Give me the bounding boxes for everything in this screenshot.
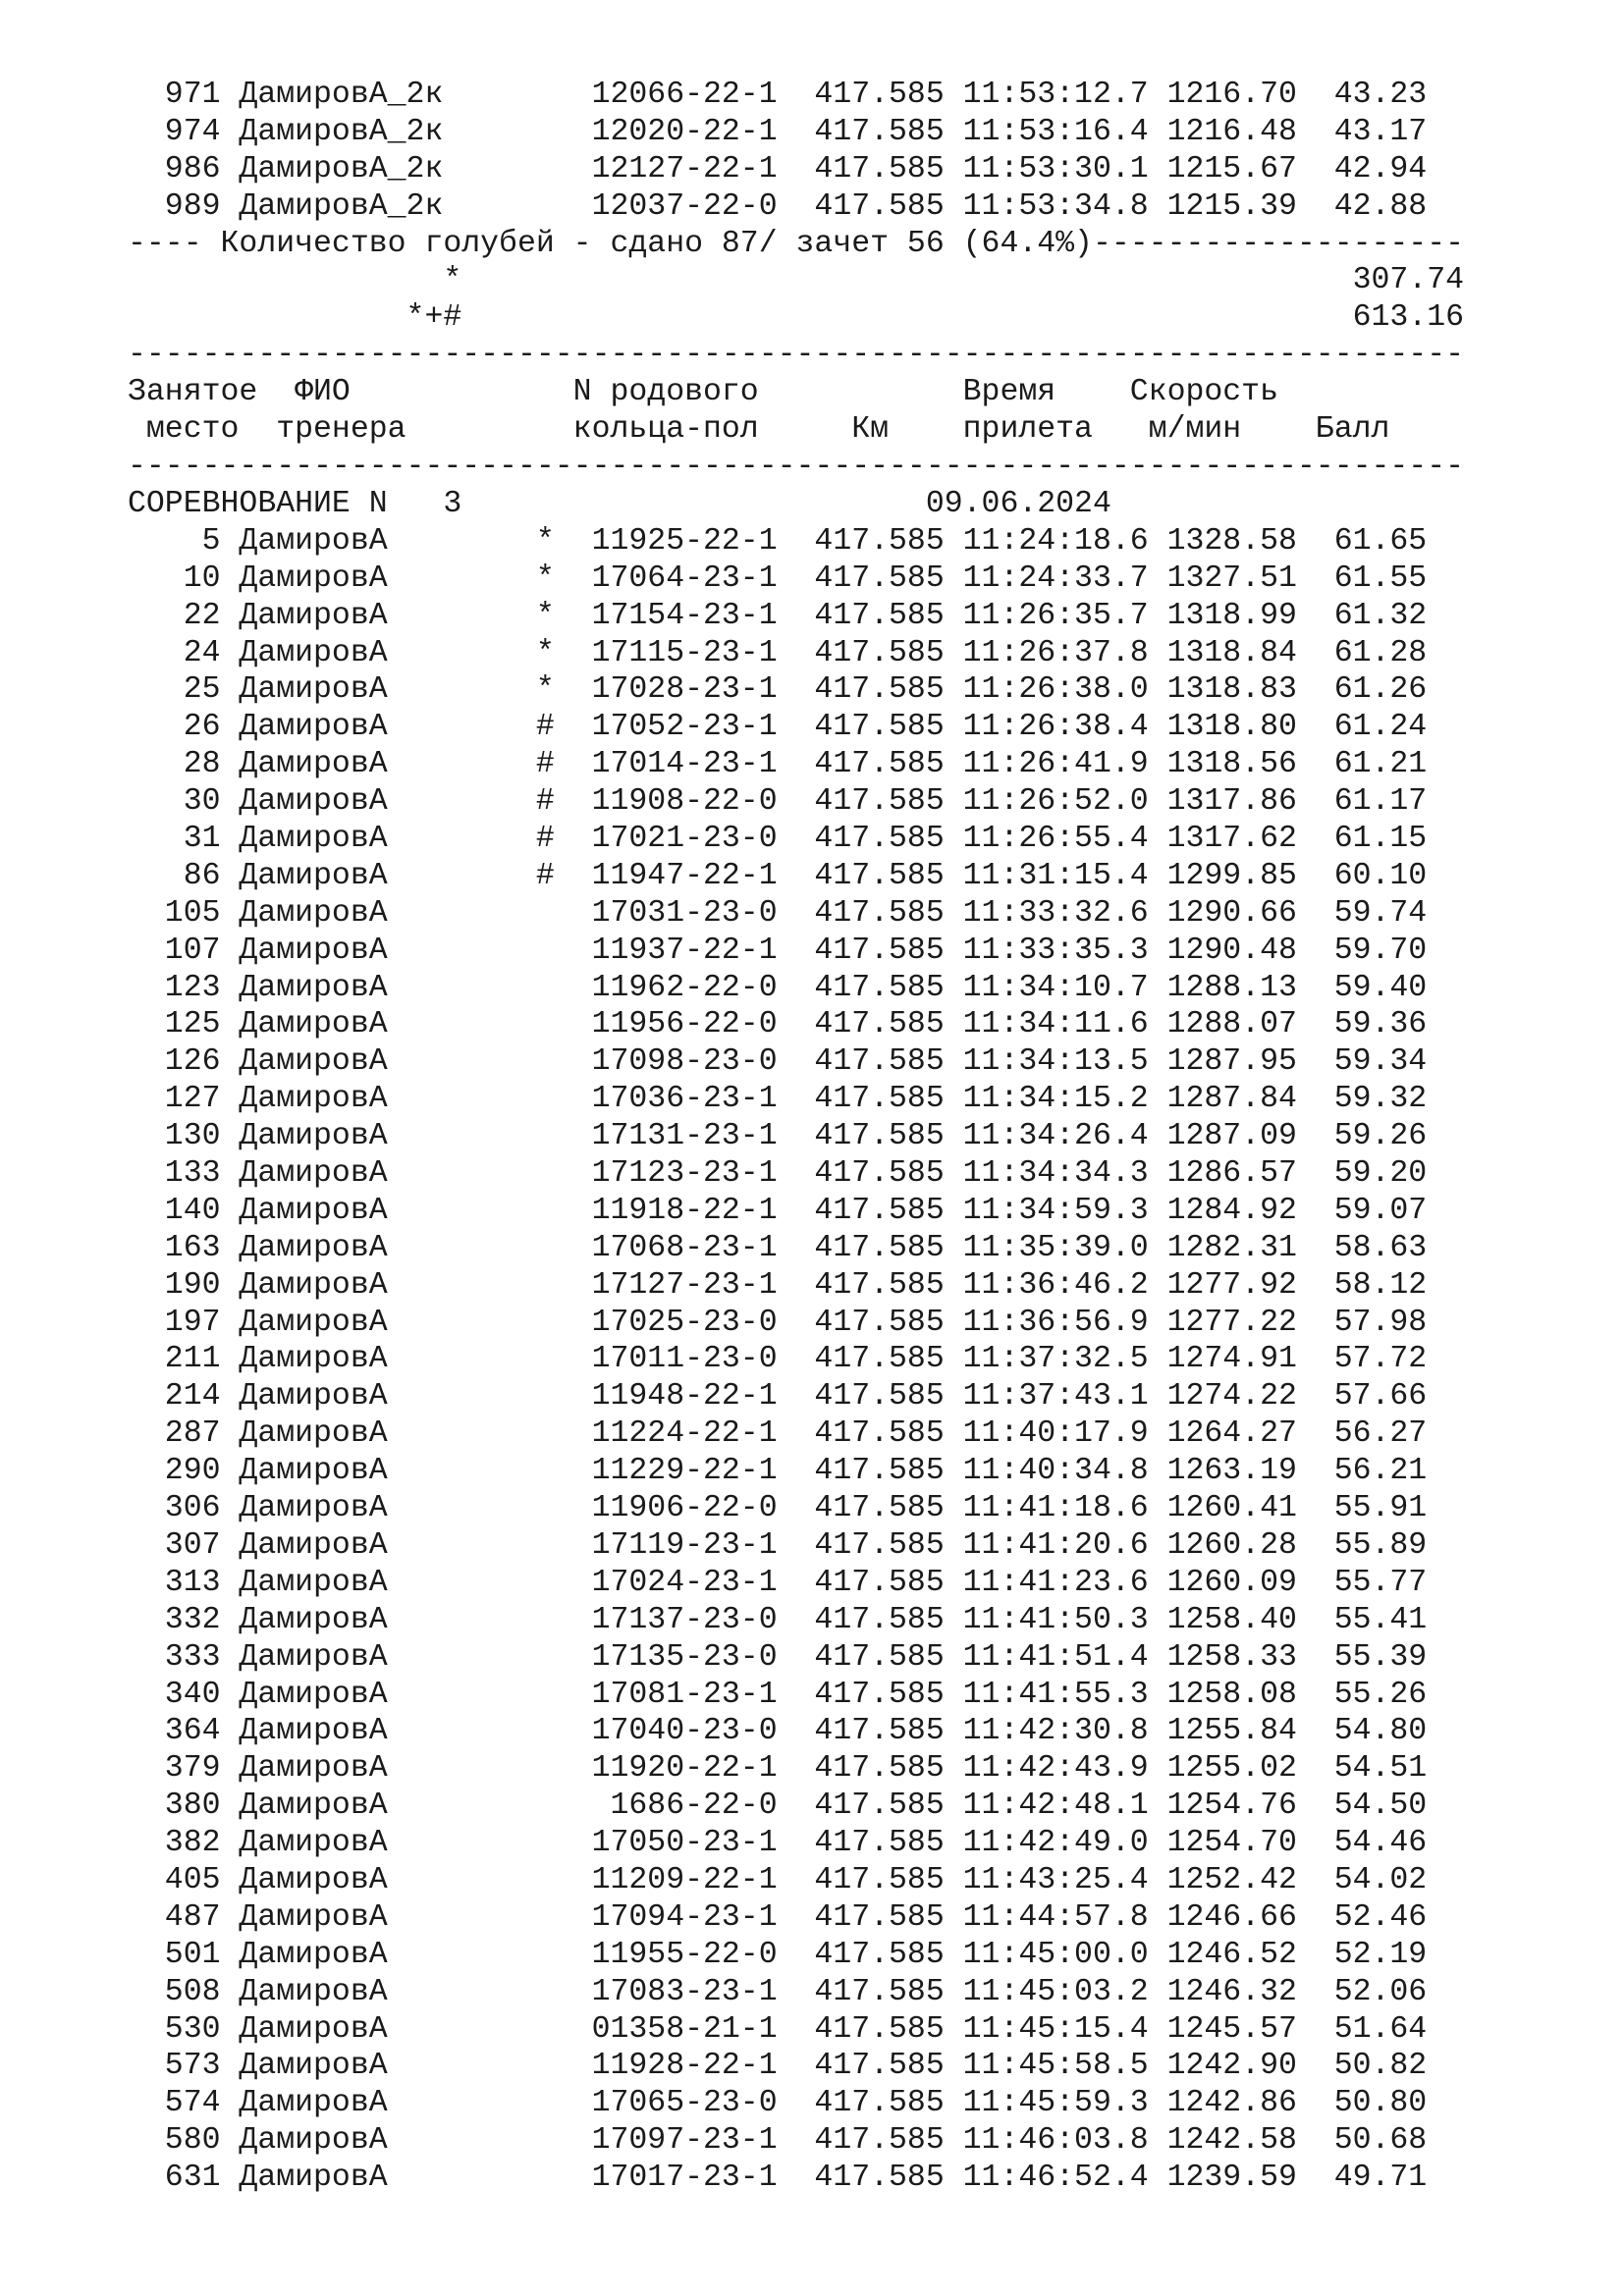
result-row: 332 ДамировА 17137-23-0 417.585 11:41:50.3 1258.40 55.41	[128, 1602, 1428, 1637]
result-row: 140 ДамировА 11918-22-1 417.585 11:34:59.3 1284.92 59.07	[128, 1193, 1428, 1228]
result-row: 380 ДамировА 1686-22-0 417.585 11:42:48.1 1254.76 54.50	[128, 1789, 1428, 1824]
result-row: 30 ДамировА # 11908-22-0 417.585 11:26:52.0 1317.86 61.17	[128, 784, 1428, 820]
result-row: 971 ДамировА_2к 12066-22-1 417.585 11:53:12.7 1216.70 43.23	[128, 78, 1428, 112]
competition-results	[128, 486, 1427, 2197]
result-row: 307 ДамировА 17119-23-1 417.585 11:41:20.6 1260.28 55.89	[128, 1527, 1428, 1563]
result-row: 127 ДамировА 17036-23-1 417.585 11:34:15.2 1287.84 59.32	[128, 1082, 1428, 1117]
result-row: 126 ДамировА 17098-23-0 417.585 11:34:13.5 1287.95 59.34	[128, 1044, 1428, 1080]
result-row: 487 ДамировА 17094-23-1 417.585 11:44:57.8 1246.66 52.46	[128, 1899, 1428, 1935]
result-row: 340 ДамировА 17081-23-1 417.585 11:41:55.3 1258.08 55.26	[128, 1677, 1428, 1712]
result-row: 573 ДамировА 11928-22-1 417.585 11:45:58.5 1242.90 50.82	[128, 2049, 1428, 2084]
result-row: 25 ДамировА * 17028-23-1 417.585 11:26:38.0 1318.83 61.26	[128, 672, 1428, 708]
result-row: 306 ДамировА 11906-22-0 417.585 11:41:18.6 1260.41 55.91	[128, 1491, 1428, 1526]
result-row: 22 ДамировА * 17154-23-1 417.585 11:26:35.7 1318.99 61.32	[128, 598, 1428, 633]
result-row: 28 ДамировА # 17014-23-1 417.585 11:26:41.9 1318.56 61.21	[128, 747, 1428, 782]
result-row: 974 ДамировА_2к 12020-22-1 417.585 11:53:16.4 1216.48 43.17	[128, 114, 1428, 149]
result-row: 405 ДамировА 11209-22-1 417.585 11:43:25.4 1252.42 54.02	[128, 1862, 1428, 1897]
divider: ------------------------------------------------------------------------	[128, 338, 1465, 373]
result-row: 26 ДамировА # 17052-23-1 417.585 11:26:38.4 1318.80 61.24	[128, 710, 1428, 745]
table-header	[128, 374, 1464, 486]
summary-line: ---- Количество голубей - сдано 87/ зачет 56 (64.4%)--------------------	[128, 226, 1465, 261]
result-row: 989 ДамировА_2к 12037-22-0 417.585 11:53:34.8 1215.39 42.88	[128, 188, 1428, 224]
result-row: 580 ДамировА 17097-23-1 417.585 11:46:03.8 1242.58 50.68	[128, 2123, 1428, 2159]
result-row: 287 ДамировА 11224-22-1 417.585 11:40:17.9 1264.27 56.27	[128, 1416, 1428, 1452]
result-row: 125 ДамировА 11956-22-0 417.585 11:34:11.6 1288.07 59.36	[128, 1007, 1428, 1042]
previous-results-block	[128, 77, 1464, 374]
result-row: 133 ДамировА 17123-23-1 417.585 11:34:34.3 1286.57 59.20	[128, 1156, 1428, 1192]
star-total-line: * 307.74	[128, 263, 1465, 298]
result-row: 333 ДамировА 17135-23-0 417.585 11:41:51.4 1258.33 55.39	[128, 1639, 1428, 1675]
result-row: 631 ДамировА 17017-23-1 417.585 11:46:52.4 1239.59 49.71	[128, 2161, 1428, 2196]
result-row: 24 ДамировА * 17115-23-1 417.585 11:26:37.8 1318.84 61.28	[128, 635, 1428, 670]
header-line-1: Занятое ФИО N родового Время Скорость	[128, 375, 1278, 409]
result-row: 211 ДамировА 17011-23-0 417.585 11:37:32.5 1274.91 57.72	[128, 1342, 1428, 1377]
result-row: 5 ДамировА * 11925-22-1 417.585 11:24:18.6 1328.58 61.65	[128, 523, 1428, 559]
result-row: 530 ДамировА 01358-21-1 417.585 11:45:15.4 1245.57 51.64	[128, 2011, 1428, 2047]
result-row: 382 ДамировА 17050-23-1 417.585 11:42:49.0 1254.70 54.46	[128, 1826, 1428, 1861]
result-row: 190 ДамировА 17127-23-1 417.585 11:36:46.2 1277.92 58.12	[128, 1267, 1428, 1303]
result-row: 214 ДамировА 11948-22-1 417.585 11:37:43.1 1274.22 57.66	[128, 1379, 1428, 1415]
result-row: 107 ДамировА 11937-22-1 417.585 11:33:35.3 1290.48 59.70	[128, 933, 1428, 968]
result-row: 31 ДамировА # 17021-23-0 417.585 11:26:55.4 1317.62 61.15	[128, 822, 1428, 857]
result-row: 508 ДамировА 17083-23-1 417.585 11:45:03.2 1246.32 52.06	[128, 1974, 1428, 2009]
result-row: 130 ДамировА 17131-23-1 417.585 11:34:26.4 1287.09 59.26	[128, 1119, 1428, 1154]
result-row: 379 ДамировА 11920-22-1 417.585 11:42:43.9 1255.02 54.51	[128, 1751, 1428, 1787]
result-row: 313 ДамировА 17024-23-1 417.585 11:41:23.6 1260.09 55.77	[128, 1565, 1428, 1600]
header-line-2: место тренера кольца-пол Км прилета м/мин Балл	[128, 411, 1390, 447]
result-row: 364 ДамировА 17040-23-0 417.585 11:42:30.8 1255.84 54.80	[128, 1714, 1428, 1749]
result-row: 86 ДамировА # 11947-22-1 417.585 11:31:15.4 1299.85 60.10	[128, 858, 1428, 893]
competition-title: СОРЕВНОВАНИЕ N 3 09.06.2024	[128, 487, 1111, 521]
result-row: 163 ДамировА 17068-23-1 417.585 11:35:39.0 1282.31 58.63	[128, 1230, 1428, 1265]
result-row: 105 ДамировА 17031-23-0 417.585 11:33:32.6 1290.66 59.74	[128, 895, 1428, 931]
result-row: 123 ДамировА 11962-22-0 417.585 11:34:10.7 1288.13 59.40	[128, 970, 1428, 1005]
divider: ------------------------------------------------------------------------	[128, 449, 1465, 484]
result-row: 986 ДамировА_2к 12127-22-1 417.585 11:53:30.1 1215.67 42.94	[128, 151, 1428, 187]
result-row: 501 ДамировА 11955-22-0 417.585 11:45:00.0 1246.52 52.19	[128, 1937, 1428, 1972]
star-plus-hash-total-line: *+# 613.16	[128, 300, 1465, 336]
result-row: 197 ДамировА 17025-23-0 417.585 11:36:56.9 1277.22 57.98	[128, 1305, 1428, 1340]
result-row: 574 ДамировА 17065-23-0 417.585 11:45:59.3 1242.86 50.80	[128, 2086, 1428, 2121]
result-row: 10 ДамировА * 17064-23-1 417.585 11:24:33.7 1327.51 61.55	[128, 561, 1428, 596]
result-row: 290 ДамировА 11229-22-1 417.585 11:40:34.8 1263.19 56.21	[128, 1454, 1428, 1489]
